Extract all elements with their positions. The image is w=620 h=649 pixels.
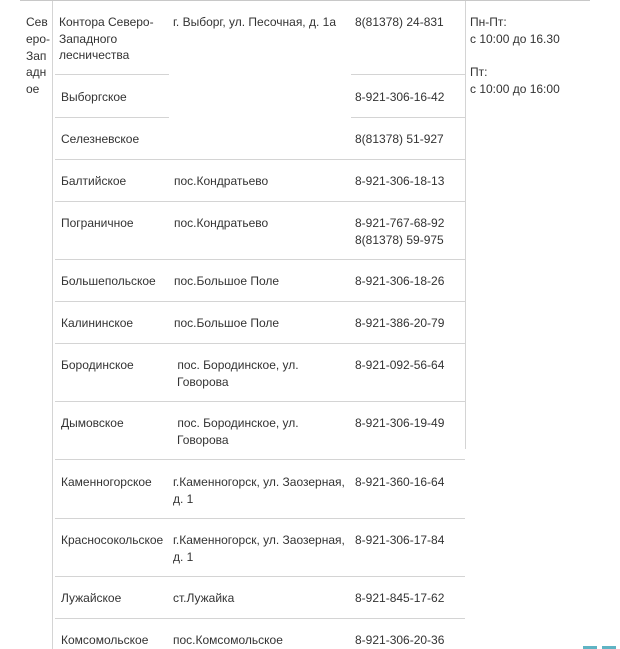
hours-weekday-label: Пн-Пт:: [470, 15, 507, 29]
forestry-address: д. 1: [173, 492, 194, 506]
row-divider: [55, 159, 465, 160]
hours-friday-time: с 10:00 до 16:00: [470, 82, 560, 96]
forestry-address: пос.Комсомольское: [173, 633, 283, 647]
forestry-phone: 8-921-092-56-64: [355, 358, 445, 372]
region-text-line: адн: [26, 65, 47, 79]
forestry-name: Каменногорское: [61, 475, 152, 489]
forestry-phone: 8-921-845-17-62: [355, 591, 445, 605]
forestry-name: Калининское: [61, 316, 134, 330]
forestry-address: пос. Бородинское, ул.: [174, 416, 299, 430]
forestry-address: ст.Лужайка: [173, 591, 235, 605]
forestry-phone: 8-921-306-18-13: [355, 174, 445, 188]
row-divider: [55, 201, 465, 202]
forestry-phone: 8(81378) 59-975: [355, 233, 444, 247]
forestry-name: Балтийское: [61, 174, 127, 188]
forestry-name: Западного: [59, 32, 118, 46]
hours-weekday-time: с 10:00 до 16.30: [470, 32, 560, 46]
row-divider: [55, 301, 465, 302]
row-divider: [55, 459, 465, 460]
region-text-line: Зап: [26, 49, 47, 63]
forestry-address: г.Каменногорск, ул. Заозерная,: [173, 475, 345, 489]
row-divider: [351, 74, 465, 75]
row-divider: [55, 401, 465, 402]
forestry-phone: 8-921-360-16-64: [355, 475, 445, 489]
region-text-line: еро-: [26, 32, 51, 46]
table-top-border: [20, 0, 590, 1]
forestry-name: Комсомольское: [61, 633, 149, 647]
forestry-phone: 8-921-306-20-36: [355, 633, 445, 647]
forestry-phone: 8-921-306-19-49: [355, 416, 445, 430]
forestry-name: Бородинское: [61, 358, 134, 372]
forestry-phone: 8-921-386-20-79: [355, 316, 445, 330]
row-divider: [55, 518, 465, 519]
forestry-phone: 8-921-767-68-92: [355, 216, 445, 230]
row-divider: [55, 74, 169, 75]
forestry-address: Говорова: [177, 375, 229, 389]
forestry-phone: 8(81378) 24-831: [355, 15, 444, 29]
forestry-name: Контора Северо-: [59, 15, 154, 29]
forestry-address: г. Выборг, ул. Песочная, д. 1а: [173, 15, 336, 29]
forestry-address: д. 1: [173, 550, 194, 564]
row-divider: [55, 576, 465, 577]
forestry-name: лесничества: [59, 48, 130, 62]
hours-friday-label: Пт:: [470, 65, 488, 79]
forestry-address: пос.Кондратьево: [174, 174, 269, 188]
forestry-address: пос.Большое Поле: [174, 274, 280, 288]
column-divider: [52, 1, 53, 649]
forestry-phone: 8-921-306-16-42: [355, 90, 445, 104]
row-divider: [55, 343, 465, 344]
forestry-phone: 8-921-306-17-84: [355, 533, 445, 547]
forestry-address: пос.Кондратьево: [174, 216, 269, 230]
forestry-address: Говорова: [177, 433, 229, 447]
forestry-phone: 8-921-306-18-26: [355, 274, 445, 288]
row-divider: [55, 618, 465, 619]
forestry-name: Дымовское: [61, 416, 124, 430]
forestry-address: пос. Бородинское, ул.: [174, 358, 299, 372]
forestry-address: г.Каменногорск, ул. Заозерная,: [173, 533, 345, 547]
forestry-name: Селезневское: [61, 132, 140, 146]
row-divider: [55, 117, 169, 118]
region-text-line: Сев: [26, 15, 48, 29]
row-divider: [55, 259, 465, 260]
forestry-name: Красносокольское: [61, 533, 164, 547]
forestry-address: пос.Большое Поле: [174, 316, 280, 330]
forestry-name: Лужайское: [61, 591, 122, 605]
forestry-name: Выборгское: [61, 90, 127, 104]
forestry-name: Пограничное: [61, 216, 134, 230]
forestry-name: Большепольское: [61, 274, 156, 288]
region-text-line: ое: [26, 82, 40, 96]
row-divider: [351, 117, 465, 118]
forestry-phone: 8(81378) 51-927: [355, 132, 444, 146]
